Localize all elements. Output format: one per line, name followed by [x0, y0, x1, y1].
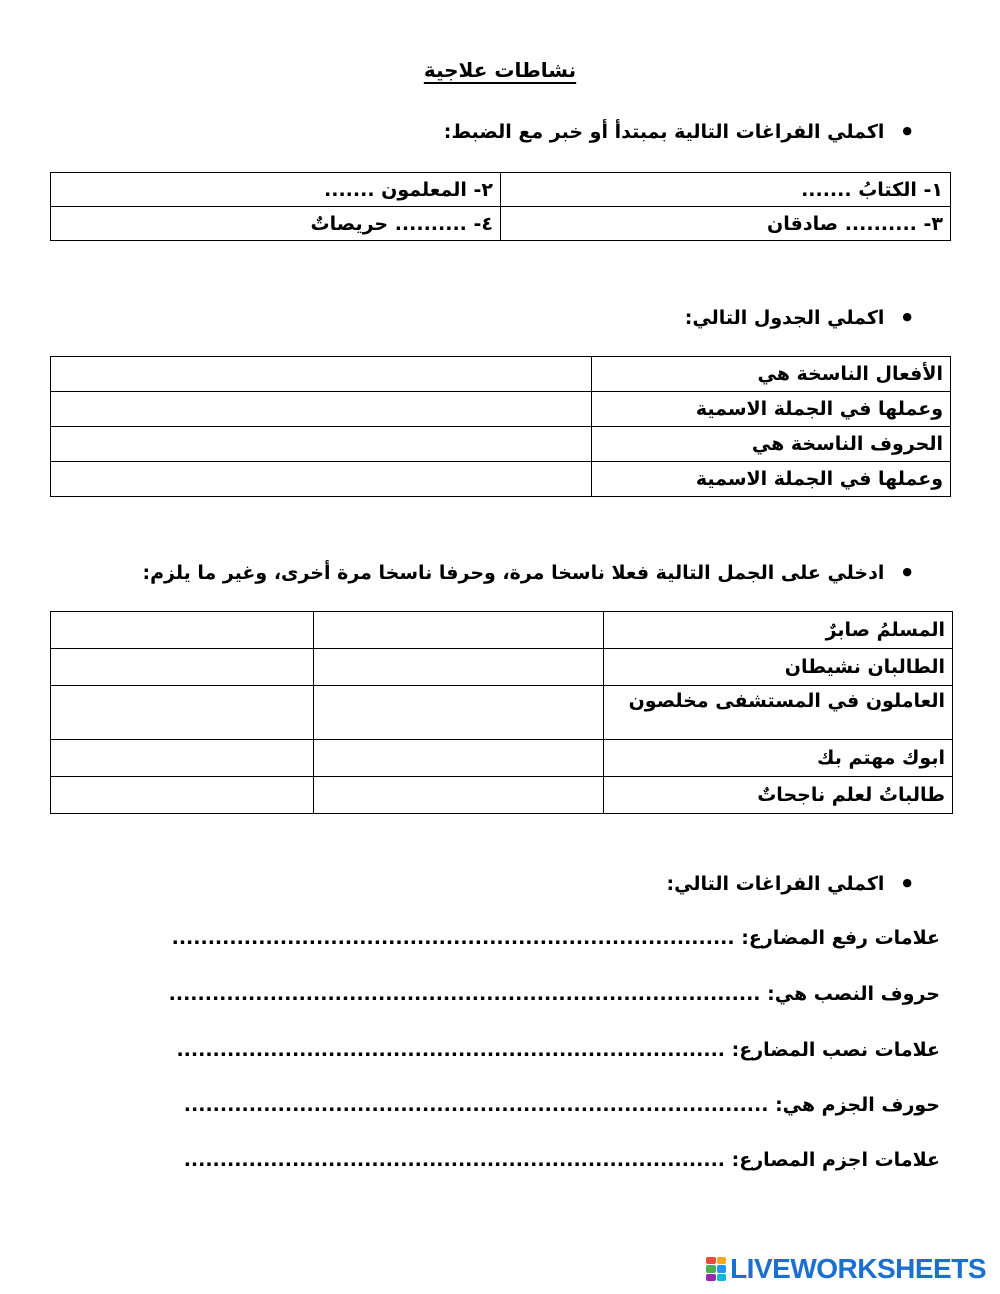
answer-cell[interactable] — [51, 462, 592, 497]
answer-cell[interactable] — [314, 740, 604, 777]
fill-line — [184, 1149, 940, 1171]
logo-text: LIVEWORKSHEETS — [730, 1253, 986, 1284]
table-row — [51, 686, 953, 740]
row-label: وعملها في الجملة الاسمية — [592, 392, 951, 427]
instruction-2: ● اكملي الجدول التالي: — [685, 307, 912, 329]
sentence-cell: الطالبان نشيطان — [604, 649, 953, 686]
subject-predicate-table — [50, 172, 951, 241]
liveworksheets-logo — [706, 1253, 986, 1285]
answer-cell[interactable] — [51, 357, 592, 392]
instruction-3: ● ادخلي على الجمل التالية فعلا ناسخا مرة، وحرفا ناسخا مرة أخرى، وغير ما يلزم: — [143, 562, 913, 584]
answer-cell[interactable] — [314, 777, 604, 814]
fill-cell[interactable]: ٢- المعلمون ....... — [51, 173, 501, 207]
fill-label: علامات نصب المضارع: — [731, 1039, 940, 1061]
fill-blank[interactable]: .............................................................................. — [171, 927, 735, 949]
fill-cell[interactable]: ٣- .......... صادقان — [501, 207, 951, 241]
row-label: الحروف الناسخة هي — [592, 427, 951, 462]
logo-block — [706, 1265, 716, 1272]
logo-block — [717, 1274, 727, 1281]
answer-cell[interactable] — [51, 392, 592, 427]
nawasikh-table — [50, 356, 951, 497]
table-row — [51, 357, 951, 392]
page-title: نشاطات علاجية — [423, 58, 577, 82]
answer-cell[interactable] — [51, 427, 592, 462]
table-row — [51, 740, 953, 777]
fill-blank[interactable]: .................................................................................. — [168, 983, 761, 1005]
fill-label: علامات رفع المضارع: — [741, 927, 940, 949]
sentence-cell: العاملون في المستشفى مخلصون — [604, 686, 953, 740]
fill-blank[interactable]: ............................................................................ — [176, 1039, 726, 1061]
table-row — [51, 462, 951, 497]
fill-line — [184, 1094, 940, 1116]
answer-cell[interactable] — [51, 777, 314, 814]
answer-cell[interactable] — [51, 686, 314, 740]
fill-line — [176, 1039, 940, 1061]
instruction-4: ● اكملي الفراغات التالي: — [667, 873, 912, 895]
fill-cell[interactable]: ٤- .......... حريصاتٌ — [51, 207, 501, 241]
answer-cell[interactable] — [314, 686, 604, 740]
fill-label: حروف النصب هي: — [767, 983, 940, 1005]
sentence-cell: طالباتُ لعلم ناجحاتٌ — [604, 777, 953, 814]
logo-block — [706, 1257, 716, 1264]
logo-block — [706, 1274, 716, 1281]
sentence-cell: ابوك مهتم بك — [604, 740, 953, 777]
answer-cell[interactable] — [51, 612, 314, 649]
table-row — [51, 612, 953, 649]
table-row — [51, 207, 951, 241]
fill-cell[interactable]: ١- الكتابُ ....... — [501, 173, 951, 207]
logo-block — [717, 1257, 727, 1264]
answer-cell[interactable] — [314, 612, 604, 649]
fill-blank[interactable]: ........................................................................... — [183, 1149, 726, 1171]
answer-cell[interactable] — [51, 740, 314, 777]
logo-block — [717, 1265, 727, 1272]
table-row — [51, 392, 951, 427]
table-row — [51, 173, 951, 207]
fill-line — [172, 927, 940, 949]
instruction-1: ● اكملي الفراغات التالية بمبتدأ أو خبر مع الضبط: — [444, 121, 912, 143]
answer-cell[interactable] — [51, 649, 314, 686]
liveworksheets-icon — [706, 1257, 726, 1281]
table-row — [51, 649, 953, 686]
fill-label: حورف الجزم هي: — [775, 1094, 940, 1116]
sentence-cell: المسلمُ صابرٌ — [604, 612, 953, 649]
fill-line — [169, 983, 940, 1005]
fill-blank[interactable]: ................................................................................. — [183, 1094, 769, 1116]
table-row — [51, 427, 951, 462]
table-row — [51, 777, 953, 814]
sentences-table — [50, 611, 953, 814]
fill-label: علامات اجزم المصارع: — [731, 1149, 940, 1171]
answer-cell[interactable] — [314, 649, 604, 686]
row-label: الأفعال الناسخة هي — [592, 357, 951, 392]
row-label: وعملها في الجملة الاسمية — [592, 462, 951, 497]
